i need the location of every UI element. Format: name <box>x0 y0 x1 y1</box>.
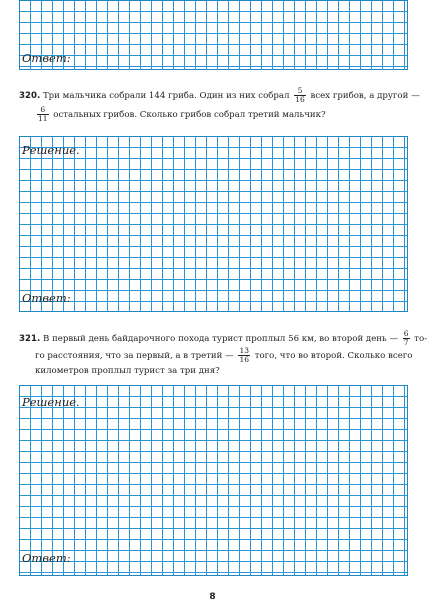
problem-text: то- <box>414 333 427 344</box>
solution-label-321: Решение. <box>22 395 80 409</box>
problem-text: всех грибов, а другой — <box>310 90 420 101</box>
problem-text: Три мальчика собрали 144 гриба. Один из них собрал <box>42 90 290 101</box>
problem-text: В первый день байдарочного похода турист проплыл 56 км, во второй день — <box>42 333 399 344</box>
answer-grid-top[interactable] <box>19 0 408 70</box>
problem-number: 320. <box>19 90 41 101</box>
solution-grid-321[interactable] <box>19 385 408 576</box>
fraction: $\frac{5}{16}$ <box>295 86 305 104</box>
page-number: 8 <box>209 592 216 602</box>
problem-text: того, что во второй. Сколько всего <box>254 350 413 361</box>
answer-label-320: Ответ: <box>22 291 71 305</box>
solution-grid-320[interactable] <box>19 136 408 312</box>
answer-label-321: Ответ: <box>22 551 71 565</box>
problem-text: остальных грибов. Сколько грибов собрал третий мальчик? <box>53 109 326 120</box>
solution-label-320: Решение. <box>22 143 80 157</box>
fraction: $\frac{13}{16}$ <box>239 346 249 364</box>
fraction: $\frac{6}{7}$ <box>403 329 409 347</box>
problem-number: 321. <box>19 333 41 344</box>
problem-text: го расстояния, что за первый, а в третий — <box>35 350 234 361</box>
problem-320 <box>19 84 420 124</box>
problem-text: километров проплыл турист за три дня? <box>35 366 220 376</box>
answer-label-top: Ответ: <box>22 51 71 65</box>
problem-321 <box>19 326 427 380</box>
fraction: $\frac{6}{11}$ <box>38 105 48 123</box>
